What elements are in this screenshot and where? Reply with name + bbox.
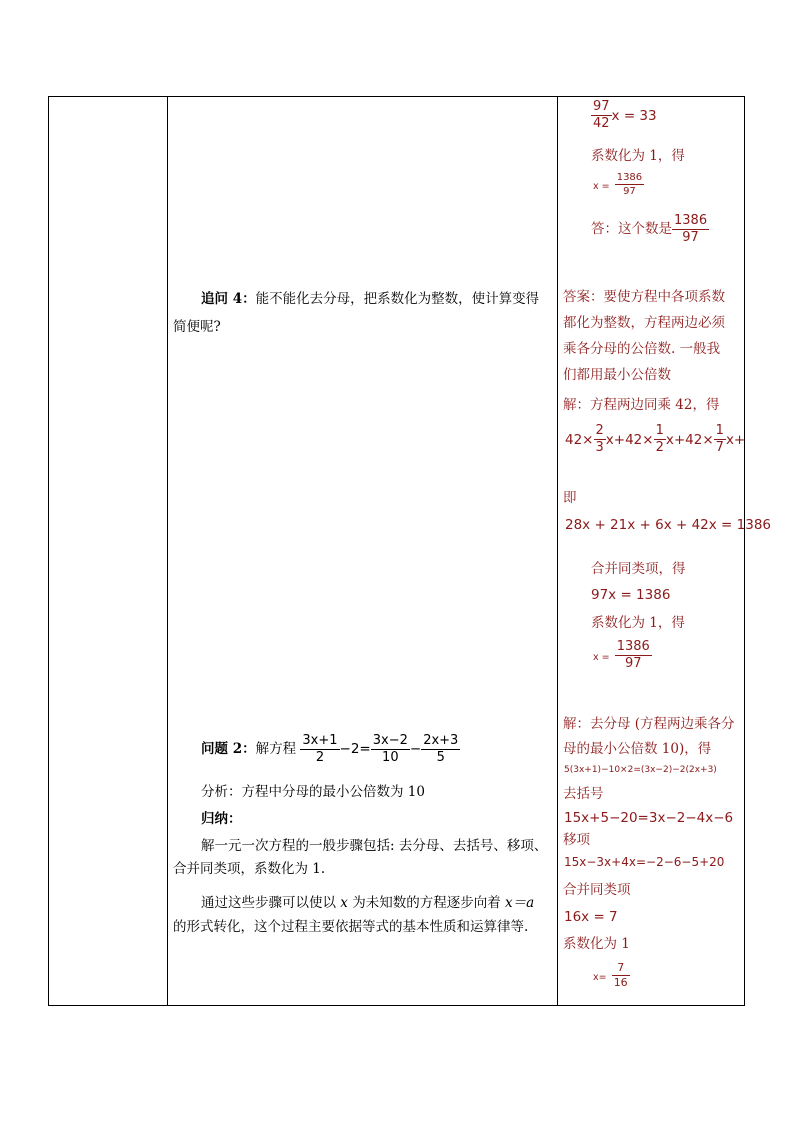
merge-step-1: 合并同类项，得	[591, 561, 686, 577]
summary-label: 归纳：	[201, 811, 242, 827]
ji-label: 即	[563, 490, 577, 506]
summary-line-1: 解一元一次方程的一般步骤包括: 去分母、去括号、移项、	[201, 838, 548, 854]
answer-line-2: 都化为整数，方程两边必须	[563, 315, 725, 331]
equation-16x: 16x = 7	[564, 909, 618, 925]
equation-97x: 97x = 1386	[591, 587, 671, 603]
answer-number: 答：这个数是 $\frac{1386}{97}$	[591, 213, 708, 245]
answer-line-4: 们都用最小公倍数	[563, 367, 671, 383]
coef-step-2: 系数化为 1，得	[591, 615, 685, 631]
sum-equation: 28x + 21x + 6x + 42x = 1386	[565, 517, 772, 533]
multiply-42-equation: 42× $\frac{2}{3}$ x+42× $\frac{1}{2}$ x+42× $\frac{1}{7}$ x+	[565, 423, 745, 455]
answer-line-3: 乘各分母的公倍数. 一般我	[563, 341, 721, 357]
x-result-2: x = $\frac{1386}{97}$	[593, 639, 650, 671]
summary-line-2: 合并同类项，系数化为 1.	[173, 861, 326, 877]
x-result-3: x= $\frac{7}{16}$	[593, 961, 628, 989]
coef-step-1: 系数化为 1，得	[591, 148, 685, 164]
solution-1: 解：方程两边同乘 42，得	[563, 397, 720, 413]
step-coefficient-1: 系数化为 1	[563, 936, 630, 952]
problem-2: 问题 2：解方程 $\frac{3x+1}{2}$ −2= $\frac{3x-2}{10}$ − $\frac{2x+3}{5}$	[201, 733, 459, 765]
step-remove-brackets: 去括号	[563, 786, 604, 802]
column-divider-1	[167, 97, 168, 1005]
equation-transposed: 15x−3x+4x=−2−6−5+20	[564, 855, 725, 869]
x-result-1: x = $\frac{1386}{97}$	[593, 172, 643, 197]
solution-2-line-1: 解：去分母 (方程两边乘各分	[563, 716, 735, 732]
problem-fraction-1: $\frac{3x+1}{2}$	[302, 733, 338, 765]
denominator-cleared-equation: 5(3x+1)−10×2=(3x−2)−2(2x+3)	[564, 765, 717, 775]
follow-up-question-4: 追问 4：能不能化去分母，把系数化为整数，使计算变得	[201, 291, 540, 307]
summary-line-3: 通过这些步骤可以使以 x 为未知数的方程逐步向着 x＝a	[201, 895, 535, 911]
answer-line-1: 答案：要使方程中各项系数	[563, 289, 725, 305]
summary-line-4: 的形式转化，这个过程主要依据等式的基本性质和运算律等.	[173, 919, 529, 935]
solution-2-line-2: 母的最小公倍数 10)，得	[563, 741, 712, 757]
column-divider-2	[557, 97, 558, 1005]
equation-97-42: $\frac{97}{42}$ x = 33	[593, 99, 657, 131]
step-transpose: 移项	[563, 832, 590, 848]
lesson-table	[48, 96, 772, 1006]
equation-brackets-removed: 15x+5−20=3x−2−4x−6	[564, 810, 734, 826]
problem-fraction-2: $\frac{3x-2}{10}$	[372, 733, 408, 765]
analysis-text: 分析：方程中分母的最小公倍数为 10	[201, 784, 425, 800]
problem-fraction-3: $\frac{2x+3}{5}$	[423, 733, 459, 765]
step-merge-terms: 合并同类项	[563, 882, 631, 898]
follow-up-question-4-cont: 简便呢?	[173, 319, 221, 335]
